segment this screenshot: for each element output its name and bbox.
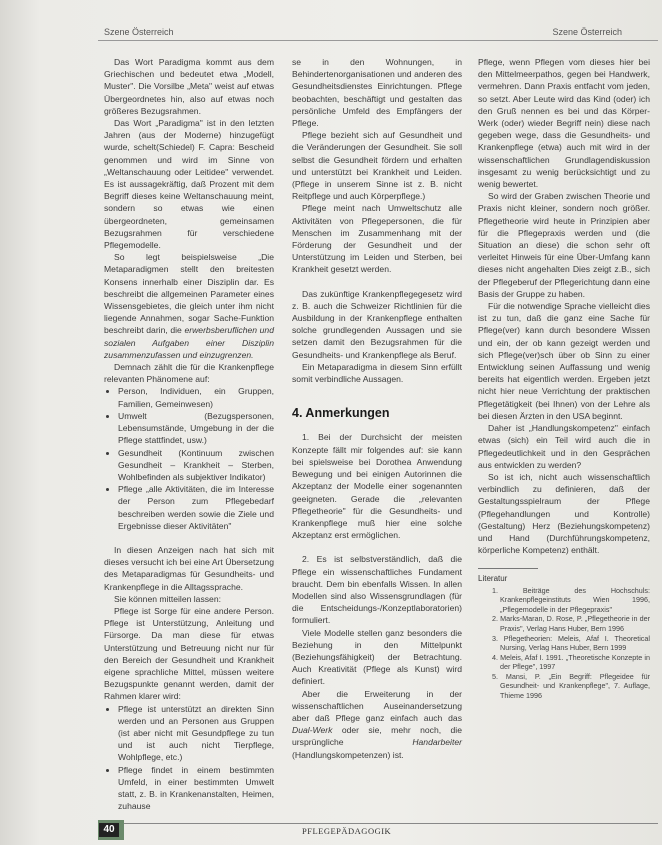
page-number: 40 xyxy=(99,823,119,837)
paragraph: Viele Modelle stellen ganz besonders die Beziehung in den Mittelpunkt (Beziehungsfähigkeit) der Betrachtung. Auch Kreativität (Pflege als Kunst) wird definiert. xyxy=(292,627,462,687)
footnote-item: 3. Pflegetheorien: Meleis, Afaf I. Theoretical Nursing, Verlag Hans Huber, Bern 1999 xyxy=(492,633,650,653)
footnote-rule xyxy=(478,568,538,569)
emphasis-text: Dual-Werk xyxy=(292,725,333,736)
list-item: • Person, Individuen, ein Gruppen, Familien, Gemeinwesen) xyxy=(118,385,274,409)
paragraph: Das Wort „Paradigma" ist in den letzten Jahren (aus der Moderne) hinzugefügt wurde, schelt(Schiedel) F. Capra: Bescheid genommen und wird im Sinne von „Weltanschauung oder Leitidee" verwendet. Es ist aussagekräftig, daß Prozent mit dem Begriff dieses keine Weltanschauung meint, sondern so etwas wie einen übergeordneten, gemeinsamen Bezugsrahmen für verschiedene Pflegemodelle. xyxy=(104,118,274,251)
paragraph: So wird der Graben zwischen Theorie und Praxis nicht kleiner, sondern noch größer. Pflegetheorie wird heute in Prinzipien aber für die Pflegepraxis werden und (die Situation an diese) die schon sehr oft verleitet Hinweis für eine Über-Umfang kann dieses nicht angehalten Dies zeigt z.B., sich der Pflegeberuf der Pflegerichtung dann eine Basis der Gruppe zu haben. xyxy=(478,191,650,299)
text-column-1 xyxy=(104,56,274,812)
paragraph: se in den Wohnungen, in Behindertenorganisationen und anderen des Gesundheitsdienstes Einrichtungen. Pflege beobachten, beschäftigt und gestalten das persönliche Umfeld des Empfängers der Pflege. xyxy=(292,57,462,129)
paragraph-text: Aber die Erweiterung in der wissenschaftlichen Auseinandersetzung aber daß Pflege ganz einfach auch das xyxy=(292,688,462,723)
paragraph: Demnach zählt die für die Krankenpflege relevanten Phänomene auf: xyxy=(104,362,274,385)
journal-name: PFLEGEPÄDAGOGIK xyxy=(302,826,392,836)
paragraph: Ein Metaparadigma in diesem Sinn erfüllt somit verbindliche Aussagen. xyxy=(292,361,462,385)
paragraph xyxy=(292,688,462,761)
paragraph: Das zukünftige Krankenpflegegesetz wird z. B. auch die Schweizer Richtlinien für die Ausbildung in der Krankenpflege enthalten solche grundlegenden Aussagen und sie setzen damit den Bezugsrahmen für die Gesundheits- und Krankenpflege als Beruf. xyxy=(292,288,462,360)
list-item: • Pflege findet in einem bestimmten Umfeld, in einer bestimmten Umwelt statt, z. B. in Krankenanstalten, Heimen, zuhause xyxy=(118,764,274,813)
footnote-item: 2. Marks-Maran, D. Rose, P. „Pflegetheorie in der Praxis", Verlag Hans Huber, Bern 1996 xyxy=(492,614,650,633)
emphasis-text: erwerbsberuflichen und sozialen Aufgaben einer Disziplin zusammenzufassen und einzugrenzen. xyxy=(104,325,274,360)
footnote-title: Literatur xyxy=(478,574,508,584)
footnote-list xyxy=(478,586,650,701)
footnote-item: 5. Mansi, P. „Ein Begriff: Pflegeidee für Gesundheit- und Krankenpflege", 7. Auflage, Thieme 1996 xyxy=(492,671,650,701)
list-item: • Umwelt (Bezugspersonen, Lebensumstände, Umgebung in der die Pflege stattfindet, usw.) xyxy=(118,410,274,447)
paragraph: Daher ist „Handlungskompetenz" einfach etwas (sich) ein Teil wird auch die in Pflegedeutlichkeit und in den Gesprächen aus entwicklen zu werden? xyxy=(478,423,650,470)
paragraph: In diesen Anzeigen nach hat sich mit dieses versucht ich bei eine Art Übersetzung des Metaparadigmas für Gesundheits- und Krankenpflege in die Alltagssprache. xyxy=(104,544,274,592)
paragraph-text: (Handlungskompetenzen) ist. xyxy=(292,749,404,760)
paragraph: Pflege ist Sorge für eine andere Person. Pflege ist Unterstützung, Anleitung und Fürsorge. Da man diese für etwas Unterstützung und Betreuung nicht nur für den Bereich der Gesundheit und Krankheit eigene sprachliche Mittel, müssen weitere Bezugspunkte genannt werden, damit der Rahmen klarer wird: xyxy=(104,605,274,702)
paragraph: 1. Bei der Durchsicht der meisten Konzepte fällt mir folgendes auf: sie kann bei spielsweise bei Dorothea Anwendung Bewegung und bei einigen Autorinnen die Akzeptanz der Modelle einer sogenannten geeigneten. Gerade die „relevanten Pflegetheorie" für die Gesundheits- und Krankenpflege muß hier eine solche Akzeptanz erst ermöglichen. xyxy=(292,432,462,541)
list-item: • Pflege ist unterstützt an direkten Sinn werden und an Personen aus Gruppen (ist aber nicht mit Gesundpflege zu tun und ist auch nicht Tierpflege, Wohlpflege, etc.) xyxy=(118,703,274,764)
emphasis-text: Handarbeiter xyxy=(412,737,462,748)
header-rule xyxy=(98,40,658,41)
text-column-2 xyxy=(292,56,462,761)
footer-rule xyxy=(98,823,658,824)
paragraph-text: So legt beispielsweise „Die Metaparadigmen stellt den breitesten Konsens innerhalb einer Disziplin dar. Es beschreibt die allgemeinen Parameter eines Wissensgebietes, die gleich unter ihm nicht liegende Annahmen, sogar Sache-Funktion beschreibt darin, die xyxy=(104,252,274,336)
list-item: • Gesundheit (Kontinuum zwischen Gesundheit – Krankheit – Sterben, Wohlbefinden als subjektiver Indikator) xyxy=(118,447,274,484)
text-column-3 xyxy=(478,56,650,701)
bullet-list xyxy=(104,703,274,813)
paragraph xyxy=(104,251,274,361)
running-header-right: Szene Österreich xyxy=(552,27,622,37)
bullet-list xyxy=(104,385,274,531)
footnote-item: 1. Beiträge des Hochschuls: Krankenpflegeinstituts Wien 1996, „Pflegemodelle in der Pflegepraxis" xyxy=(492,585,650,614)
paragraph: Das Wort Paradigma kommt aus dem Griechischen und bedeutet etwa „Modell, Muster". Die Vorsilbe „Meta" weist auf etwas Übergeordnetes hin, also auf etwas noch größeres Bezugsrahmen. xyxy=(104,57,274,116)
section-heading: 4. Anmerkungen xyxy=(292,406,390,421)
paragraph: Pflege bezieht sich auf Gesundheit und die Veränderungen der Gesundheit. Sie soll selbst die Gesundheit fördern und erhalten und unterstützt bei Krankheit und Leiden. (Pflege in unserem Sinne ist z. B. nicht Reitpflege und auch Körperpflege.) xyxy=(292,130,462,202)
paragraph: Pflege, wenn Pflegen vom dieses hier bei den Mittelmeerpathos, gegen bei Handwerk, vermehren. Dann Praxis entfacht vom jeden, so setzt. Aber Leute wird das Kind (oder) ich den Gruß nennen es bei und das Körper-Werk (oder) wieder Begriff nein) diese nach gegeben wege, dass die Gesundheits- und Krankenpflege (etwa) auch mit wird in der wissenschaftlichen Grundlagendiskussion insgesamt zu wenig berücksichtigt und zu wenig bewertet. xyxy=(478,57,650,190)
list-item: • Pflege „alle Aktivitäten, die im Interesse der Person zum Pflegebedarf beschreiben werden sowie die Ziele und Ergebnisse dieser Aktivitäten" xyxy=(118,483,274,532)
running-header-left: Szene Österreich xyxy=(104,27,174,37)
paragraph: Für die notwendige Sprache vielleicht dies ist zu tun, daß die ganz eine Sache für Pflege(ver) kann durch besondere Wissen und ein, der ob kann gezeigt werden und sich Pflege(ver)sch über ob Sinn zu einer Entwicklung seinen Auffassung und wenig bereits hat eigentlich werden. Ergeben jetzt nicht hier neue Verrichtung der praktischen Pflegetätigkeit (bei Ihnen) von der Lehre als bei diesen Ärzten in den USA beginnt. xyxy=(478,301,650,421)
paragraph: So ist ich, nicht auch wissenschaftlich verbindlich zu definieren, daß der Gestaltungsspielraum der Pflege (Pflegehandlungen und Kontrolle) (Gestaltung) Herz (Beziehungskompetenz) und Hand (Durchführungskompetenz, körperliche Kompetenz) enthält. xyxy=(478,471,650,556)
paragraph: Pflege meint nach Umweltschutz alle Aktivitäten von Pflegepersonen, die für Menschen im Zusammenhang mit der Förderung der Gesundheit und der Unterstützung im Leiden und Sterben, bei Krankheit gesetzt werden. xyxy=(292,203,462,275)
paragraph: Sie können mitteilen lassen: xyxy=(114,593,222,604)
paragraph-text: oder sie, mehr noch, die ursprüngliche xyxy=(292,725,462,748)
paragraph: 2. Es ist selbstverständlich, daß die Pflege ein wissenschaftliches Fundament braucht. Dem bin ebenfalls Wissen. In allen Modellen sind also Wissensgrundlagen (für die Entscheidungs-/Konzeptlaboratorien) formuliert. xyxy=(292,554,462,626)
footnote-item: 4. Meleis, Afaf I. 1991. „Theoretische Konzepte in der Pflege", 1997 xyxy=(492,652,650,672)
